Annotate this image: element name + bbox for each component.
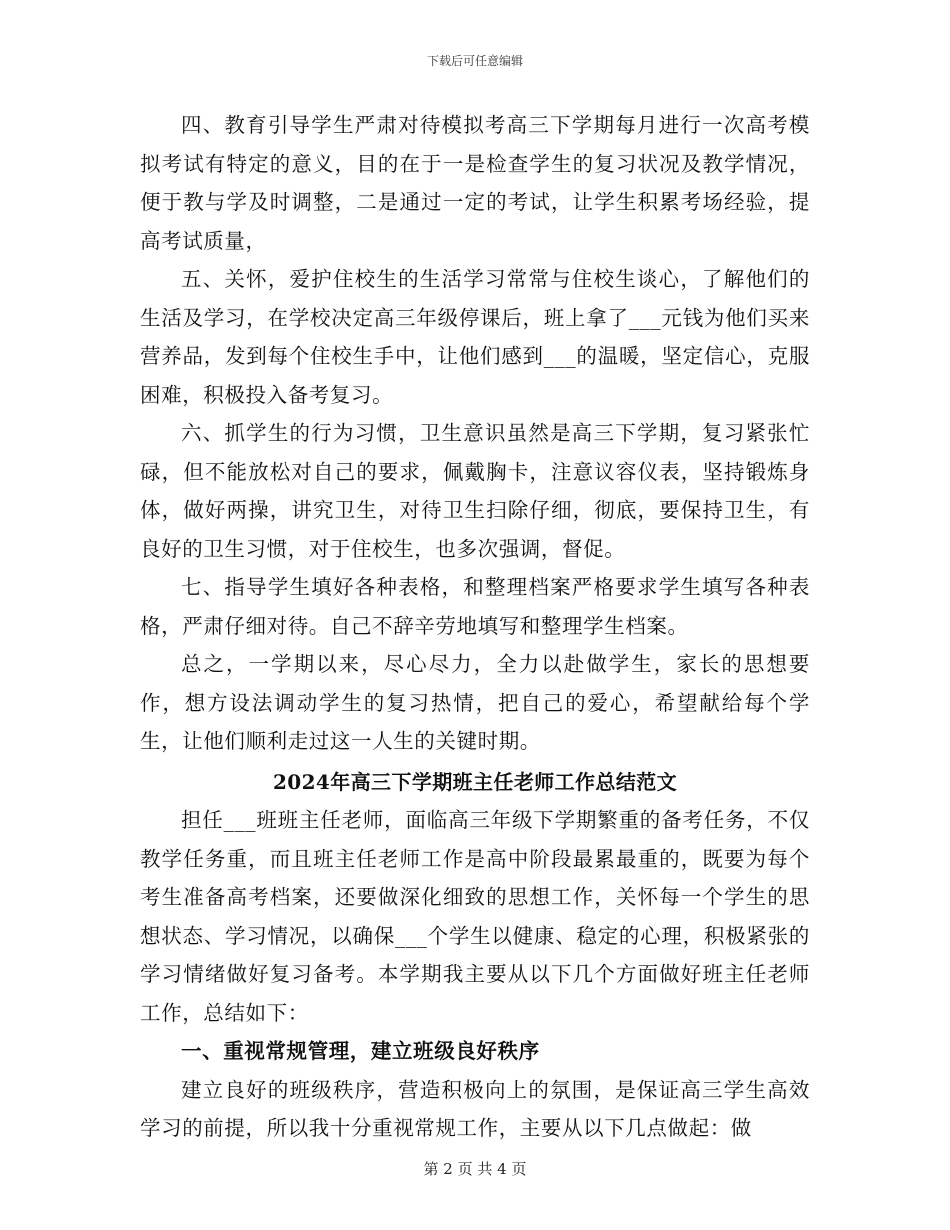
paragraph-summary: 总之，一学期以来，尽心尽力，全力以赴做学生，家长的思想要作，想方设法调动学生的复习热情，把自己的爱心，希望献给每个学生，让他们顺利走过这一人生的关键时期。 xyxy=(140,652,810,753)
paragraph-six: 六、抓学生的行为习惯，卫生意识虽然是高三下学期，复习紧张忙碌，但不能放松对自己的要求，佩戴胸卡，注意议容仪表，坚持锻炼身体，做好两操，讲究卫生，对待卫生扫除仔细，彻底，要保持卫生，有良好的卫生习惯，对于住校生，也多次强调，督促。 xyxy=(140,421,810,561)
paragraph-seven: 七、指导学生填好各种表格，和整理档案严格要求学生填写各种表格，严肃仔细对待。自己不辞辛劳地填写和整理学生档案。 xyxy=(140,575,810,638)
intro-paragraph: 担任___班班主任老师，面临高三年级下学期繁重的备考任务，不仅教学任务重，而且班主任老师工作是高中阶段最累最重的，既要为每个考生准备高考档案，还要做深化细致的思想工作，关怀每一个学生的思想状态、学习情况，以确保___个学生以健康、稳定的心理，积极紧张的学习情绪做好复习备考。本学期我主要从以下几个方面做好班主任老师工作，总结如下： xyxy=(140,808,810,1025)
subheading-routine-management: 一、重视常规管理，建立班级良好秩序 xyxy=(181,1039,540,1063)
header-note: 下载后可任意编辑 xyxy=(426,54,523,68)
page-number: 第 2 页 共 4 页 xyxy=(423,1160,527,1178)
paragraph-four: 四、教育引导学生严肃对待模拟考高三下学期每月进行一次高考模拟考试有特定的意义，目的在于一是检查学生的复习状况及教学情况，便于教与学及时调整，二是通过一定的考试，让学生积累考场经验，提高考试质量， xyxy=(140,113,810,253)
section-title: 2024年高三下学期班主任老师工作总结范文 xyxy=(272,769,678,794)
closing-paragraph: 建立良好的班级秩序，营造积极向上的氛围，是保证高三学生高效学习的前提，所以我十分重视常规工作，主要从以下几点做起：做 xyxy=(140,1077,810,1140)
document-body xyxy=(140,106,810,1148)
paragraph-five: 五、关怀，爱护住校生的生活学习常常与住校生谈心，了解他们的生活及学习，在学校决定高三年级停课后，班上拿了___元钱为他们买来营养品，发到每个住校生手中，让他们感到___的温暖，坚定信心，克服困难，积极投入备考复习。 xyxy=(140,267,810,407)
